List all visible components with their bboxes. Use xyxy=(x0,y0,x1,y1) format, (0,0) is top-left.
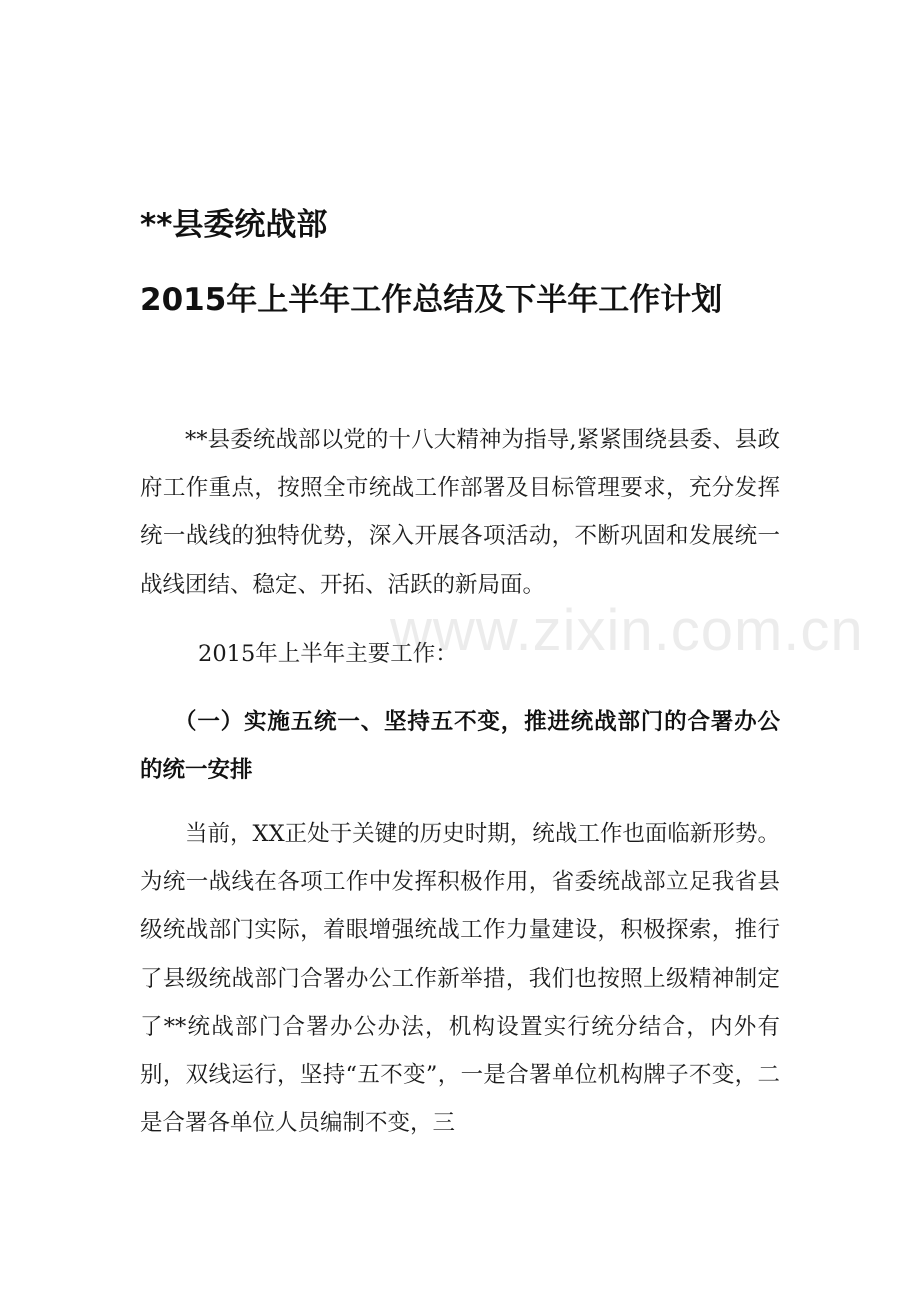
document-title-main: 2015年上半年工作总结及下半年工作计划 xyxy=(140,282,723,318)
document-title-org: **县委统战部 xyxy=(140,207,328,243)
intro-paragraph: **县委统战部以党的十八大精神为指导,紧紧围绕县委、县政府工作重点，按照全市统战工作部署及目标管理要求，充分发挥统一战线的独特优势，深入开展各项活动，不断巩固和发展统一战线团结、稳定、开拓、活跃的新局面。 xyxy=(140,427,780,598)
section-body-1: 当前，XX正处于关键的历史时期，统战工作也面临新形势。为统一战线在各项工作中发挥积极作用，省委统战部立足我省县级统战部门实际，着眼增强统战工作力量建设，积极探索，推行了县级统战部门合署办公工作新举措，我们也按照上级精神制定了**统战部门合署办公办法，机构设置实行统分结合，内外有别，双线运行，坚持“五不变”，一是合署单位机构牌子不变，二是合署各单位人员编制不变，三 xyxy=(140,821,780,1137)
section-heading-1: （一）实施五统一、坚持五不变，推进统战部门的合署办公的统一安排 xyxy=(140,709,780,783)
section-subheading: 2015年上半年主要工作： xyxy=(198,641,458,667)
watermark: www.zixin.com.cn xyxy=(390,598,864,663)
